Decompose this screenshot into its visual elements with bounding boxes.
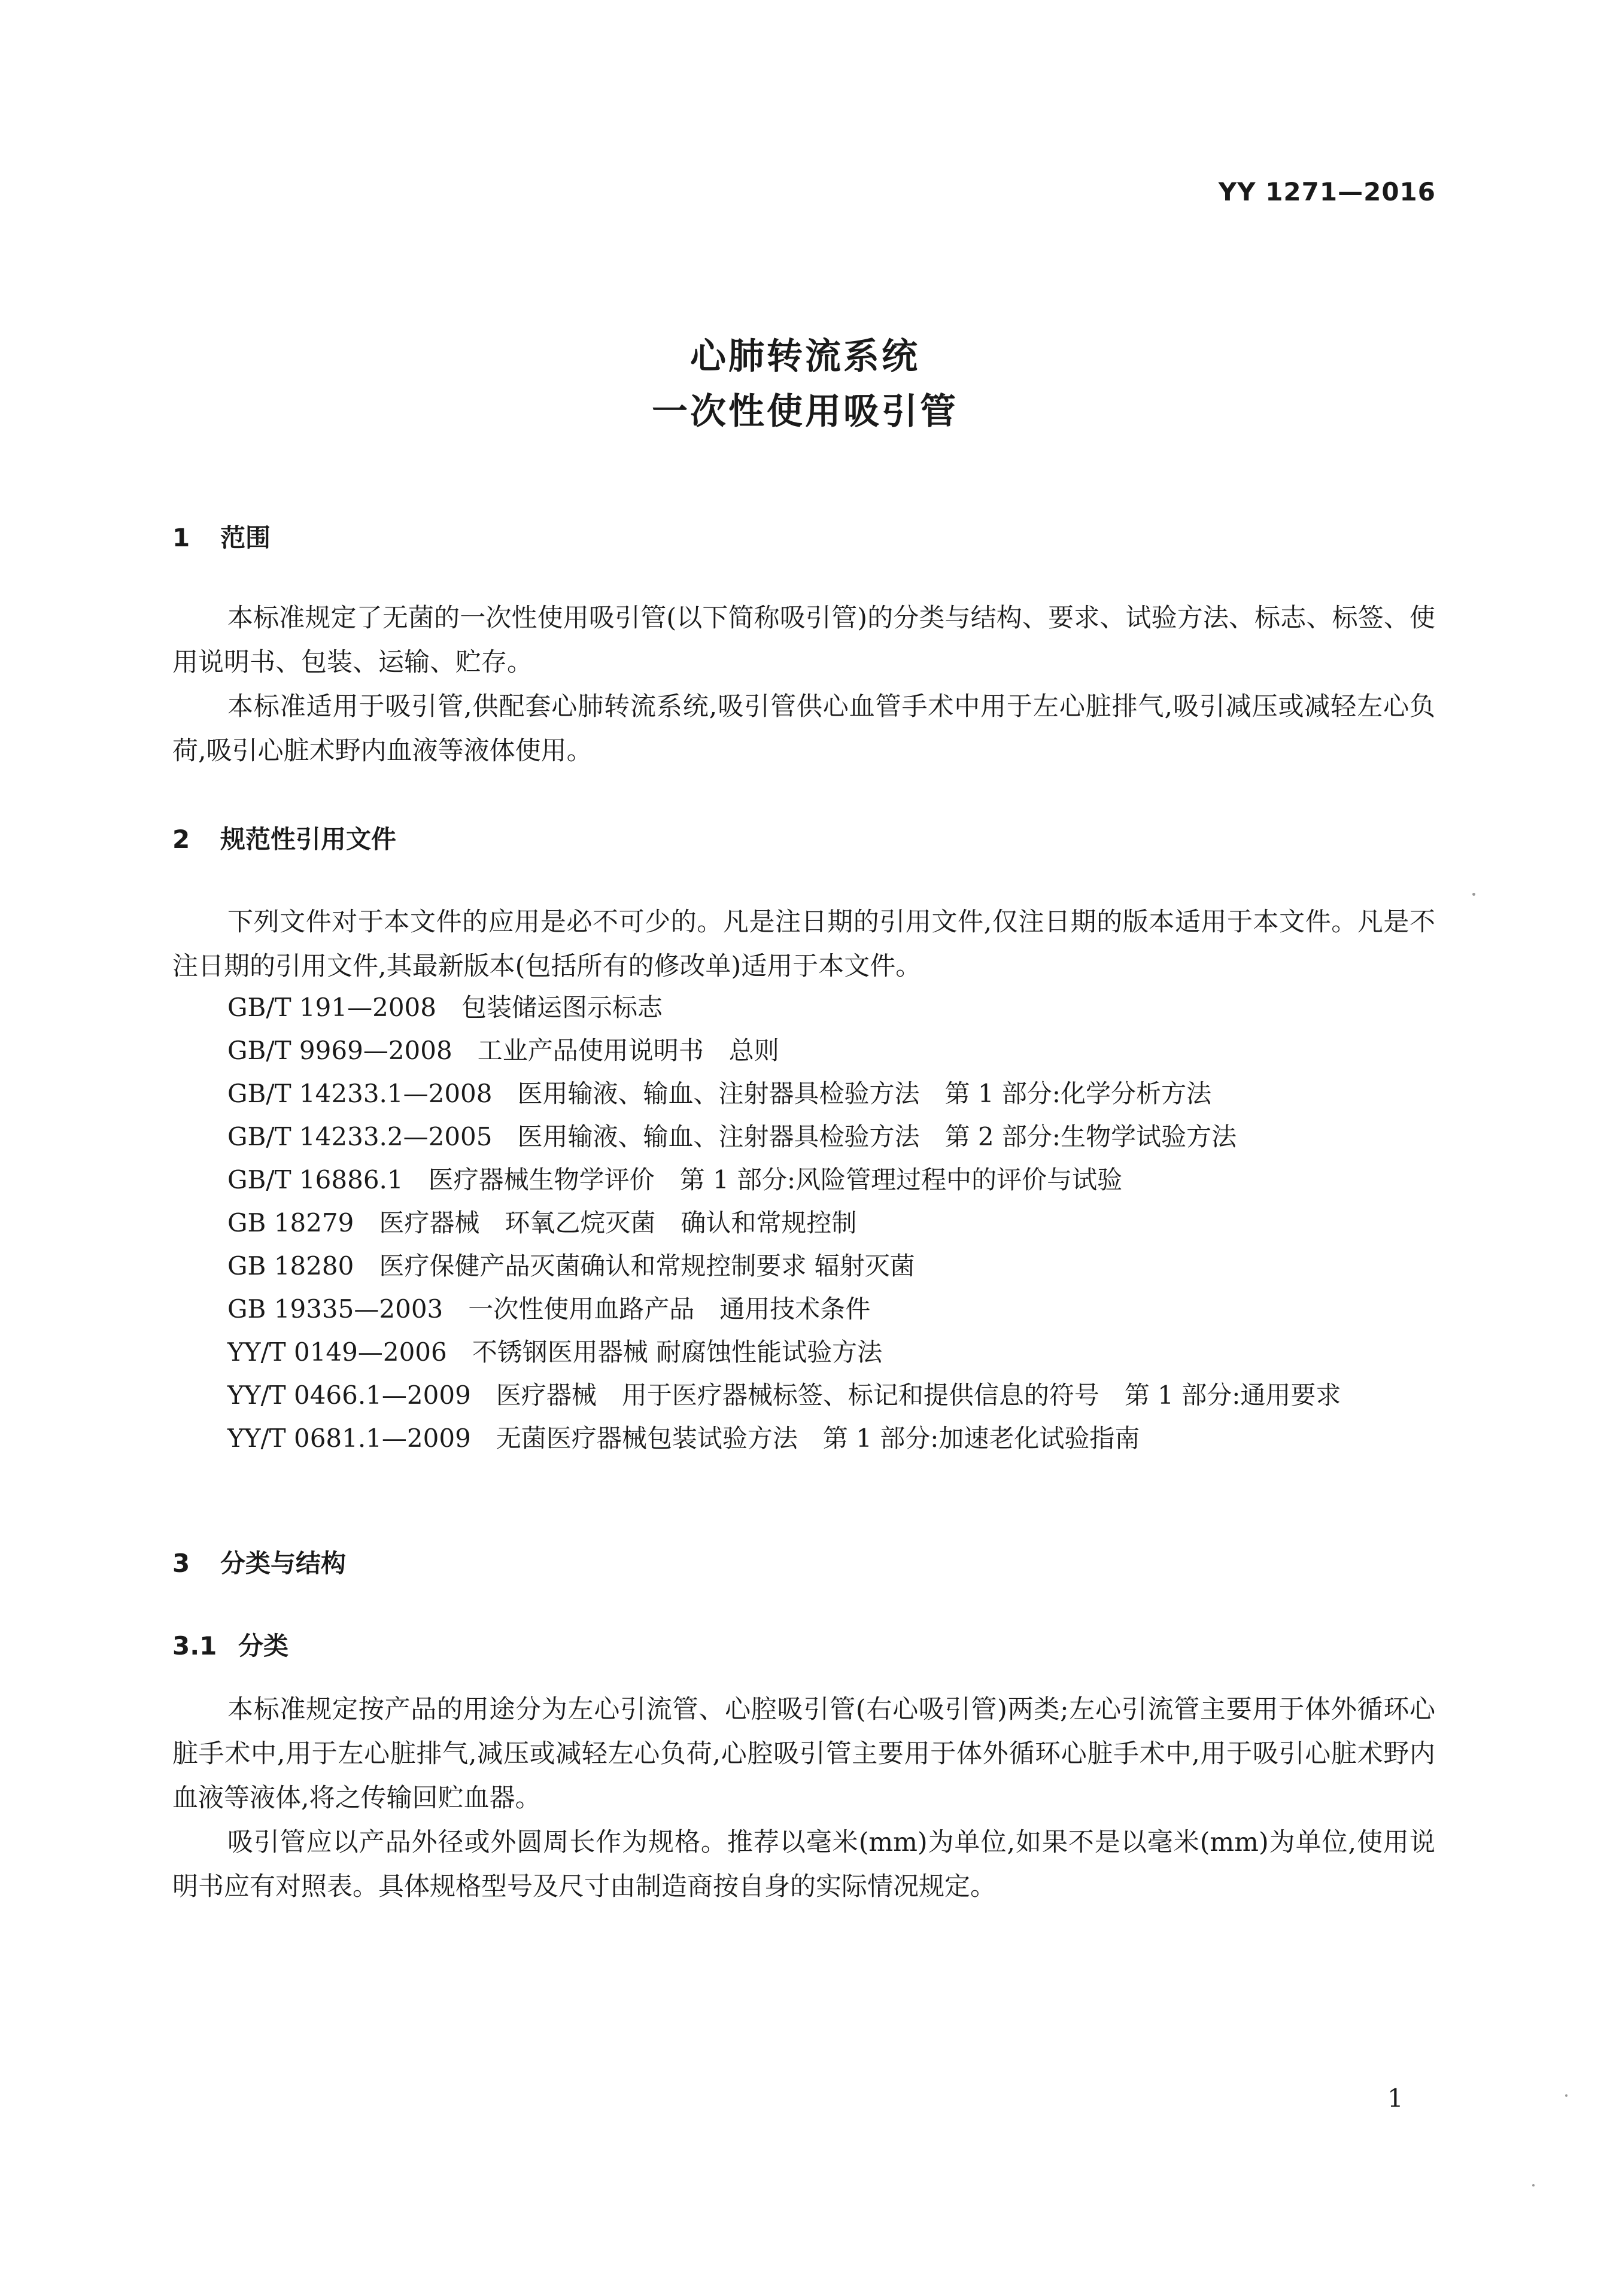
section-2-paragraph-1: 下列文件对于本文件的应用是必不可少的。凡是注日期的引用文件,仅注日期的版本适用于本文件。凡是不注日期的引用文件,其最新版本(包括所有的修改单)适用于本文件。 <box>172 907 1435 981</box>
reference-item: GB/T 191—2008 包装储运图示标志 <box>227 993 663 1022</box>
section-1-heading <box>172 518 271 554</box>
page-number: 1 <box>1387 2084 1404 2113</box>
reference-item: YY/T 0466.1—2009 医疗器械 用于医疗器械标签、标记和提供信息的符号 第 1 部分:通用要求 <box>227 1380 1341 1410</box>
scan-speck <box>1472 893 1475 896</box>
subsection-title: 分类 <box>238 1631 289 1661</box>
reference-item: GB/T 9969—2008 工业产品使用说明书 总则 <box>227 1036 779 1065</box>
section-title: 分类与结构 <box>220 1549 347 1578</box>
section-3-heading <box>172 1544 346 1580</box>
subsection-number: 3.1 <box>172 1631 217 1661</box>
section-2-heading <box>172 820 396 856</box>
reference-item: GB/T 16886.1 医疗器械生物学评价 第 1 部分:风险管理过程中的评价与试验 <box>227 1165 1123 1194</box>
section-1-paragraph-1: 本标准规定了无菌的一次性使用吸引管(以下简称吸引管)的分类与结构、要求、试验方法、标志、标签、使用说明书、包装、运输、贮存。 <box>172 603 1435 677</box>
reference-item: YY/T 0681.1—2009 无菌医疗器械包装试验方法 第 1 部分:加速老化试验指南 <box>227 1424 1140 1453</box>
reference-item: GB/T 14233.2—2005 医用输液、输血、注射器具检验方法 第 2 部分:生物学试验方法 <box>227 1122 1237 1151</box>
title-line-1: 心肺转流系统 <box>690 336 920 378</box>
subsection-3-1-heading <box>172 1626 288 1662</box>
reference-item: GB 19335—2003 一次性使用血路产品 通用技术条件 <box>227 1294 871 1324</box>
reference-item: GB 18280 医疗保健产品灭菌确认和常规控制要求 辐射灭菌 <box>227 1251 915 1281</box>
section-number: 2 <box>172 825 190 854</box>
subsection-3-1-paragraph-2: 吸引管应以产品外径或外圆周长作为规格。推荐以毫米(mm)为单位,如果不是以毫米(mm)为单位,使用说明书应有对照表。具体规格型号及尺寸由制造商按自身的实际情况规定。 <box>172 1827 1435 1902</box>
section-1-paragraph-2: 本标准适用于吸引管,供配套心肺转流系统,吸引管供心血管手术中用于左心脏排气,吸引减压或减轻左心负荷,吸引心脏术野内血液等液体使用。 <box>172 692 1435 766</box>
reference-item: GB/T 14233.1—2008 医用输液、输血、注射器具检验方法 第 1 部分:化学分析方法 <box>227 1079 1212 1108</box>
scan-speck <box>1565 2094 1568 2097</box>
section-title: 规范性引用文件 <box>220 825 397 854</box>
subsection-3-1-paragraph-1: 本标准规定按产品的用途分为左心引流管、心腔吸引管(右心吸引管)两类;左心引流管主要用于体外循环心脏手术中,用于左心脏排气,减压或减轻左心负荷,心腔吸引管主要用于体外循环心脏手术中,用于吸引心脏术野内血液等液体,将之传输回贮血器。 <box>172 1695 1435 1813</box>
scan-speck <box>1532 2184 1535 2186</box>
reference-item: GB 18279 医疗器械 环氧乙烷灭菌 确认和常规控制 <box>227 1208 857 1237</box>
section-number: 3 <box>172 1549 190 1578</box>
reference-item: YY/T 0149—2006 不锈钢医用器械 耐腐蚀性能试验方法 <box>227 1337 883 1367</box>
standard-number: YY 1271—2016 <box>1218 177 1436 206</box>
title-line-2: 一次性使用吸引管 <box>652 391 958 433</box>
reference-list <box>227 986 1436 1460</box>
section-number: 1 <box>172 523 190 552</box>
section-title: 范围 <box>220 523 271 552</box>
